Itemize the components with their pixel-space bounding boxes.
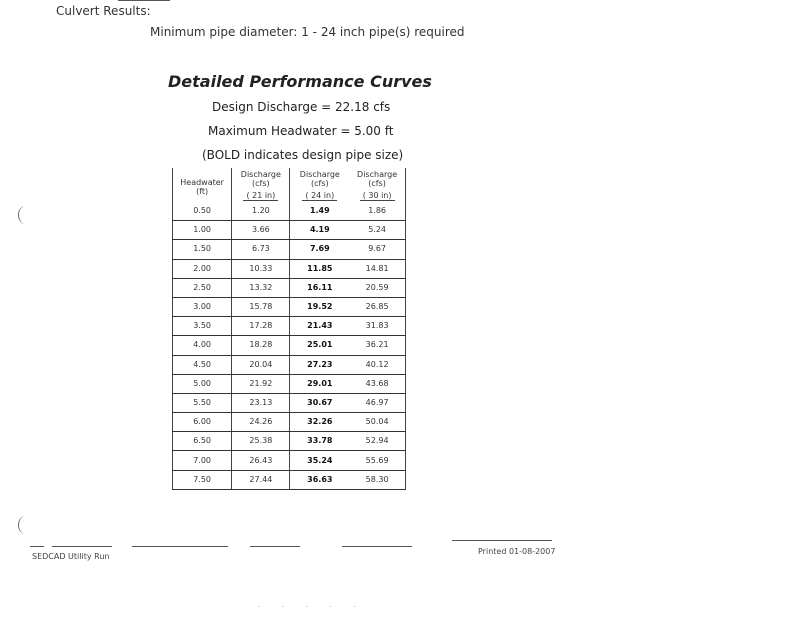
cell-headwater: 0.50 xyxy=(173,202,232,221)
cell-discharge-21: 21.92 xyxy=(232,374,290,393)
cell-discharge-21: 24.26 xyxy=(232,413,290,432)
performance-table xyxy=(172,168,406,490)
header-size-24: ( 24 in) xyxy=(302,191,337,201)
cell-discharge-21: 1.20 xyxy=(232,202,290,221)
cell-headwater: 1.50 xyxy=(173,240,232,259)
header-discharge-label: Discharge xyxy=(299,170,340,179)
header-discharge-label: Discharge xyxy=(240,170,281,179)
cell-discharge-30: 36.21 xyxy=(349,336,405,355)
bold-note-text: (BOLD indicates design pipe size) xyxy=(202,148,404,162)
cell-headwater: 6.50 xyxy=(173,432,232,451)
table-row xyxy=(173,432,406,451)
cell-headwater: 1.00 xyxy=(173,221,232,240)
footer-utility-label: SEDCAD Utility Run xyxy=(32,552,110,561)
cell-discharge-24: 16.11 xyxy=(290,278,349,297)
header-discharge-unit: (cfs) xyxy=(368,179,386,188)
minimum-pipe-text: Minimum pipe diameter: 1 - 24 inch pipe(s) required xyxy=(150,25,465,39)
section-label: Culvert Results: xyxy=(56,4,151,18)
cell-discharge-24: 1.49 xyxy=(290,202,349,221)
cell-discharge-21: 27.44 xyxy=(232,470,290,489)
cell-discharge-21: 20.04 xyxy=(232,355,290,374)
cell-discharge-21: 3.66 xyxy=(232,221,290,240)
scan-artifact-dots: ····· xyxy=(258,604,378,611)
table-row xyxy=(173,297,406,316)
cell-discharge-30: 1.86 xyxy=(349,202,405,221)
cell-discharge-30: 26.85 xyxy=(349,297,405,316)
cell-headwater: 5.00 xyxy=(173,374,232,393)
cell-discharge-24: 29.01 xyxy=(290,374,349,393)
cell-discharge-30: 5.24 xyxy=(349,221,405,240)
table-row xyxy=(173,221,406,240)
header-rule xyxy=(118,0,170,1)
cell-discharge-30: 55.69 xyxy=(349,451,405,470)
table-row xyxy=(173,413,406,432)
curves-title: Detailed Performance Curves xyxy=(168,72,432,91)
footer-rule xyxy=(52,546,112,547)
cell-discharge-30: 50.04 xyxy=(349,413,405,432)
cell-discharge-24: 32.26 xyxy=(290,413,349,432)
table-row xyxy=(173,278,406,297)
header-size-21: ( 21 in) xyxy=(243,191,278,201)
cell-discharge-24: 7.69 xyxy=(290,240,349,259)
header-headwater-label: Headwater xyxy=(180,178,224,187)
table-row xyxy=(173,355,406,374)
table-row xyxy=(173,317,406,336)
cell-discharge-24: 21.43 xyxy=(290,317,349,336)
header-discharge-30 xyxy=(349,168,405,202)
header-discharge-21 xyxy=(232,168,290,202)
table-row xyxy=(173,470,406,489)
cell-discharge-30: 14.81 xyxy=(349,259,405,278)
design-discharge-text: Design Discharge = 22.18 cfs xyxy=(212,100,391,114)
binding-hole-mark xyxy=(18,206,33,224)
cell-discharge-30: 58.30 xyxy=(349,470,405,489)
header-discharge-unit: (cfs) xyxy=(311,179,329,188)
cell-headwater: 7.50 xyxy=(173,470,232,489)
footer-rule xyxy=(452,540,552,541)
header-discharge-label: Discharge xyxy=(357,170,398,179)
cell-discharge-24: 35.24 xyxy=(290,451,349,470)
header-discharge-unit: (cfs) xyxy=(252,179,270,188)
table-row xyxy=(173,451,406,470)
performance-table-container xyxy=(172,168,408,490)
cell-discharge-21: 23.13 xyxy=(232,393,290,412)
footer-rule xyxy=(250,546,300,547)
cell-discharge-24: 4.19 xyxy=(290,221,349,240)
cell-discharge-30: 46.97 xyxy=(349,393,405,412)
cell-discharge-21: 17.28 xyxy=(232,317,290,336)
binding-hole-mark xyxy=(18,516,33,534)
cell-discharge-24: 25.01 xyxy=(290,336,349,355)
cell-discharge-24: 30.67 xyxy=(290,393,349,412)
cell-headwater: 3.00 xyxy=(173,297,232,316)
cell-discharge-30: 43.68 xyxy=(349,374,405,393)
table-row xyxy=(173,259,406,278)
cell-headwater: 6.00 xyxy=(173,413,232,432)
header-size-30: ( 30 in) xyxy=(360,191,395,201)
table-row xyxy=(173,336,406,355)
header-headwater-unit: (ft) xyxy=(196,187,209,196)
cell-discharge-30: 52.94 xyxy=(349,432,405,451)
cell-headwater: 3.50 xyxy=(173,317,232,336)
cell-discharge-24: 33.78 xyxy=(290,432,349,451)
cell-headwater: 5.50 xyxy=(173,393,232,412)
footer-rule xyxy=(30,546,44,547)
cell-discharge-24: 19.52 xyxy=(290,297,349,316)
max-headwater-text: Maximum Headwater = 5.00 ft xyxy=(208,124,394,138)
cell-discharge-21: 26.43 xyxy=(232,451,290,470)
cell-discharge-21: 6.73 xyxy=(232,240,290,259)
cell-discharge-30: 20.59 xyxy=(349,278,405,297)
cell-headwater: 4.00 xyxy=(173,336,232,355)
cell-discharge-21: 18.28 xyxy=(232,336,290,355)
table-row xyxy=(173,374,406,393)
table-row xyxy=(173,202,406,221)
cell-discharge-21: 10.33 xyxy=(232,259,290,278)
cell-discharge-24: 36.63 xyxy=(290,470,349,489)
cell-discharge-24: 11.85 xyxy=(290,259,349,278)
cell-discharge-30: 31.83 xyxy=(349,317,405,336)
table-row xyxy=(173,393,406,412)
cell-discharge-24: 27.23 xyxy=(290,355,349,374)
table-header-row xyxy=(173,168,406,202)
cell-headwater: 2.50 xyxy=(173,278,232,297)
cell-headwater: 4.50 xyxy=(173,355,232,374)
cell-discharge-30: 9.67 xyxy=(349,240,405,259)
cell-discharge-21: 25.38 xyxy=(232,432,290,451)
cell-discharge-30: 40.12 xyxy=(349,355,405,374)
footer-rule xyxy=(342,546,412,547)
footer-printed-date: Printed 01-08-2007 xyxy=(478,547,556,556)
header-headwater xyxy=(173,168,232,202)
cell-discharge-21: 15.78 xyxy=(232,297,290,316)
table-row xyxy=(173,240,406,259)
cell-discharge-21: 13.32 xyxy=(232,278,290,297)
cell-headwater: 7.00 xyxy=(173,451,232,470)
footer-rule xyxy=(132,546,228,547)
header-discharge-24 xyxy=(290,168,349,202)
cell-headwater: 2.00 xyxy=(173,259,232,278)
